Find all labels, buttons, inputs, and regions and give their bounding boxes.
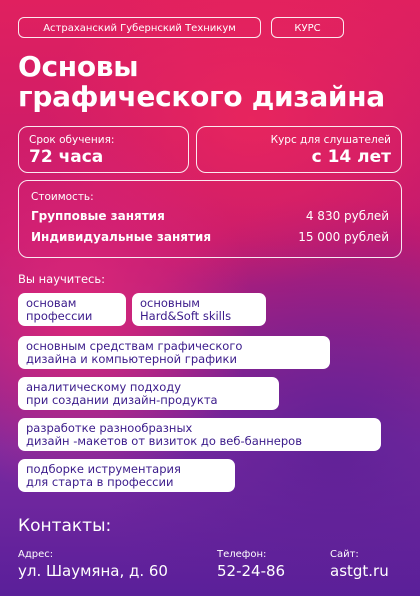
duration-value: 72 часа [29, 147, 104, 167]
skill-chip: основным средствам графического дизайна и компьютерной графики [18, 336, 330, 369]
site-link[interactable]: astgt.ru [330, 562, 389, 580]
duration-box [18, 126, 189, 173]
skill-chip: подборке иструментария для старта в профессии [18, 459, 235, 492]
title-line-1: Основы [18, 50, 139, 83]
contacts-heading: Контакты: [18, 516, 112, 536]
cost-box [18, 180, 402, 258]
audience-label: Курс для слушателей [270, 134, 391, 146]
phone-label: Телефон: [217, 549, 267, 560]
phone-value[interactable]: 52-24-86 [217, 562, 286, 580]
learn-heading: Вы научитесь: [18, 272, 106, 286]
cost-row-group [31, 209, 389, 223]
skill-chip: основным Hard&Soft skills [132, 293, 266, 326]
address-value: ул. Шаумяна, д. 60 [18, 562, 168, 580]
cost-label: Стоимость: [31, 191, 94, 203]
address-label: Адрес: [18, 549, 54, 560]
institution-pill: Астраханский Губернский Техникум [18, 17, 261, 38]
skill-chip: аналитическому подходу при создании дизайн-продукта [18, 377, 279, 410]
cost-row-name: Индивидуальные занятия [31, 230, 212, 244]
cost-row-individual [31, 230, 389, 244]
cost-row-price: 15 000 рублей [298, 230, 389, 244]
cost-row-price: 4 830 рублей [305, 209, 389, 223]
title-line-2: графического дизайна [18, 80, 385, 113]
page-title [18, 52, 385, 112]
cost-row-name: Групповые занятия [31, 209, 165, 223]
skill-chip: основам профессии [18, 293, 126, 326]
audience-value: с 14 лет [311, 147, 391, 167]
duration-label: Срок обучения: [29, 134, 115, 146]
site-label: Сайт: [330, 549, 359, 560]
skill-chip: разработке разнообразных дизайн -макетов от визиток до веб-баннеров [18, 418, 381, 451]
audience-box [196, 126, 402, 173]
course-tag-pill: КУРС [271, 17, 344, 38]
